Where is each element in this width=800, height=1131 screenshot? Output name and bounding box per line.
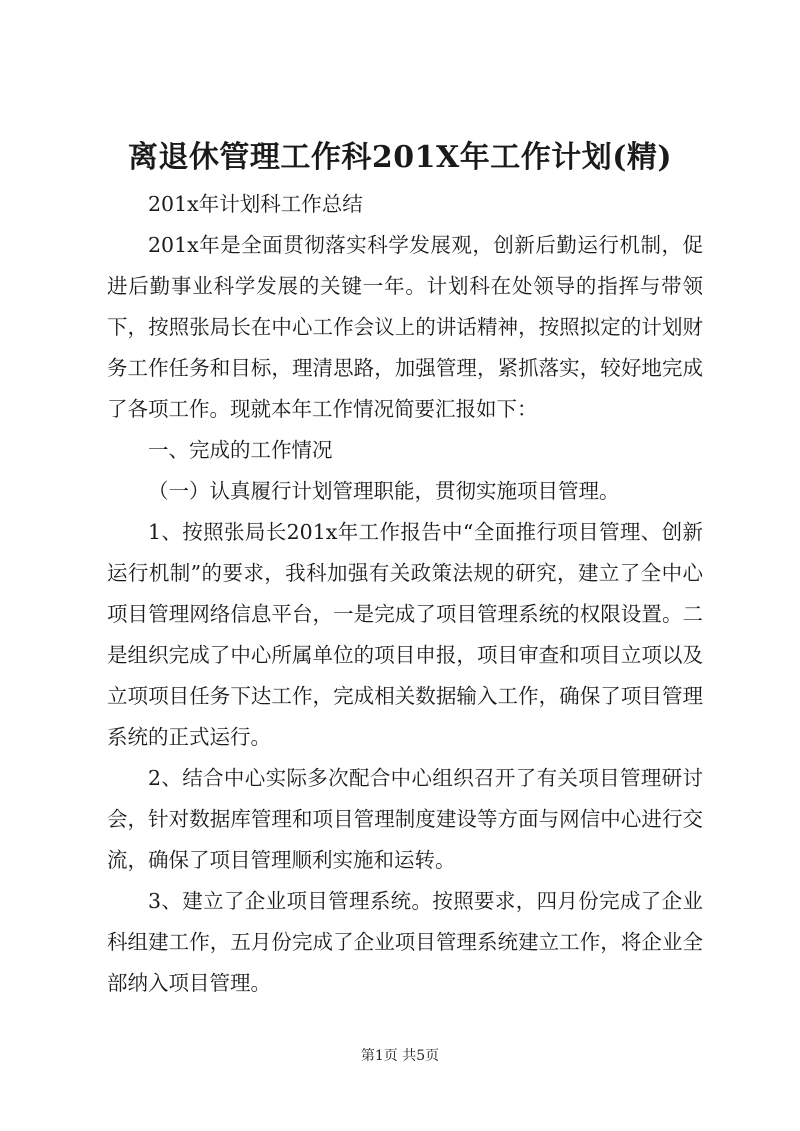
paragraph-item-2: 2、结合中心实际多次配合中心组织召开了有关项目管理研讨会，针对数据库管理和项目管理制度建设等方面与网信中心进行交流，确保了项目管理顺利实施和运转。 — [107, 766, 703, 872]
subsection-heading-plan-management: （一）认真履行计划管理职能，贯彻实施项目管理。 — [148, 479, 620, 503]
paragraph-intro: 201x年是全面贯彻落实科学发展观，创新后勤运行机制，促进后勤事业科学发展的关键一年。计划科在处领导的指挥与带领下，按照张局长在中心工作会议上的讲话精神，按照拟定的计划财务工作任务和目标，理清思路，加强管理，紧抓落实，较好地完成了各项工作。现就本年工作情况简要汇报如下： — [107, 233, 703, 421]
paragraph-summary-heading: 201x年计划科工作总结 — [148, 192, 363, 216]
page-footer: 第1页 共5页 — [360, 1048, 440, 1064]
paragraph-item-3: 3、建立了企业项目管理系统。按照要求，四月份完成了企业科组建工作，五月份完成了企业项目管理系统建立工作，将企业全部纳入项目管理。 — [107, 889, 703, 995]
document-title: 离退休管理工作科201X年工作计划(精) — [127, 140, 673, 175]
document-body — [107, 184, 703, 1004]
section-heading-completed-work: 一、完成的工作情况 — [148, 438, 333, 462]
paragraph-item-1: 1、按照张局长201x年工作报告中“全面推行项目管理、创新运行机制”的要求，我科加强有关政策法规的研究，建立了全中心项目管理网络信息平台，一是完成了项目管理系统的权限设置。二是组织完成了中心所属单位的项目申报，项目审查和项目立项以及立项项目任务下达工作，完成相关数据输入工作，确保了项目管理系统的正式运行。 — [107, 520, 703, 749]
